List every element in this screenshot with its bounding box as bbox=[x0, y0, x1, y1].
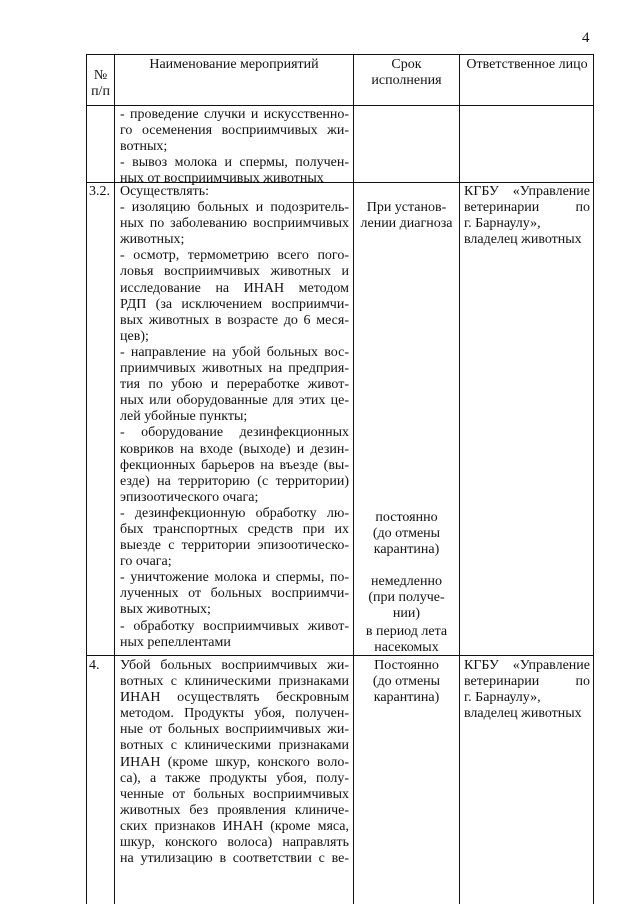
action-line: - обработку восприимчивых живот- bbox=[120, 618, 349, 634]
responsible-line: г. Барнаулу», bbox=[464, 690, 541, 706]
row-number-4: 4. bbox=[89, 658, 100, 673]
header-bottom-border bbox=[87, 105, 594, 106]
action-line: ных по заболеванию восприимчивых bbox=[120, 216, 349, 232]
header-name: Наименование мероприятий bbox=[149, 57, 319, 72]
action-line: - уничтожение молока и спермы, по- bbox=[120, 570, 349, 586]
action-line: Убой больных восприимчивых жи- bbox=[120, 658, 349, 673]
deadline-line: карантина) bbox=[373, 542, 440, 558]
action-line: ковриков на входе (выходе) и дезин- bbox=[120, 441, 349, 457]
action-line: тия по убою и переработке живот- bbox=[120, 377, 349, 393]
action-line: ных или оборудованные для этих це- bbox=[120, 393, 349, 409]
action-line: ченные от больных восприимчивых bbox=[120, 786, 349, 802]
action-line: животных без проявления клиниче- bbox=[120, 802, 349, 818]
responsible-line: КГБУ «Управление bbox=[464, 184, 590, 199]
action-line: ИНАН осуществлять бескровным bbox=[120, 690, 349, 706]
action-line: лей убойные пункты; bbox=[120, 409, 248, 425]
deadline-line: немедленно bbox=[371, 574, 442, 589]
action-line: ных от восприимчивых животных bbox=[120, 171, 324, 187]
action-line: - вывоз молока и спермы, получен- bbox=[120, 155, 349, 171]
responsible-line: владелец животных bbox=[464, 706, 582, 722]
action-line: - проведение случки и искусственно- bbox=[120, 107, 349, 122]
action-line: эпизоотического очага; bbox=[120, 489, 259, 505]
action-line: приимчивых животных на предприя- bbox=[120, 361, 349, 377]
action-line: животных; bbox=[120, 232, 185, 248]
action-line: вых животных; bbox=[120, 602, 211, 618]
row-3-2-responsible bbox=[464, 184, 590, 248]
action-line: - осмотр, термометрию всего пого- bbox=[120, 248, 349, 264]
action-line: фекционных барьеров на въезде (вы- bbox=[120, 457, 349, 473]
row-3-2-actions bbox=[120, 184, 349, 651]
deadline-line: нии) bbox=[392, 606, 421, 622]
action-line: - оборудование дезинфекционных bbox=[120, 425, 349, 441]
action-line: методом. Продукты убоя, получен- bbox=[120, 706, 349, 722]
responsible-line: ветеринарии по bbox=[464, 674, 590, 690]
measures-table bbox=[86, 54, 594, 904]
deadline-line: постоянно bbox=[375, 510, 438, 525]
deadline-line: (при получе- bbox=[368, 590, 445, 606]
responsible-line: ветеринарии по bbox=[464, 200, 590, 216]
action-line: шкур, конского волоса) направлять bbox=[120, 835, 349, 851]
responsible-line: г. Барнаулу», bbox=[464, 216, 541, 232]
header-deadline bbox=[354, 57, 459, 89]
deadline-line: При установ- bbox=[366, 200, 447, 215]
action-line: на утилизацию в соответствии с ве- bbox=[120, 851, 349, 867]
action-line: са), а также продукты убоя, полу- bbox=[120, 770, 349, 786]
header-number-line: № bbox=[93, 68, 108, 83]
deadline-line: в период лета bbox=[365, 624, 448, 639]
action-line: Осуществлять: bbox=[120, 184, 210, 199]
deadline-line: карантина) bbox=[373, 690, 440, 706]
deadline-line: лении диагноза bbox=[360, 216, 453, 232]
page-number: 4 bbox=[582, 30, 590, 46]
row-3-2-deadline-permanent bbox=[354, 510, 459, 558]
header-number bbox=[87, 68, 114, 100]
action-line: исследование на ИНАН методом bbox=[120, 280, 349, 296]
row-3-2-deadline-diagnosis bbox=[354, 200, 459, 232]
action-line: ных репеллентами bbox=[120, 634, 231, 650]
action-line: ИНАН (кроме шкур, конского воло- bbox=[120, 754, 349, 770]
action-line: выезде с территории эпизоотическо- bbox=[120, 538, 349, 554]
deadline-line: насекомых bbox=[374, 640, 439, 656]
continuation-actions bbox=[120, 107, 349, 187]
row-4-responsible bbox=[464, 658, 590, 722]
header-deadline-line: исполнения bbox=[371, 73, 442, 89]
row-3-2-deadline-immediate bbox=[354, 574, 459, 622]
action-line: - дезинфекционную обработку лю- bbox=[120, 505, 349, 521]
action-line: лученных от больных восприимчи- bbox=[120, 586, 349, 602]
action-line: вотных; bbox=[120, 139, 168, 155]
action-line: вотных с клиническими признаками bbox=[120, 738, 349, 754]
deadline-line: Постоянно bbox=[374, 658, 439, 673]
row-3-2-deadline-insects bbox=[354, 624, 459, 656]
header-number-line: п/п bbox=[91, 84, 110, 100]
action-line: го очага; bbox=[120, 554, 172, 570]
row-4-actions bbox=[120, 658, 349, 867]
action-line: цев); bbox=[120, 328, 149, 344]
responsible-line: КГБУ «Управление bbox=[464, 658, 590, 673]
deadline-line: (до отмены bbox=[372, 674, 441, 690]
header-deadline-line: Срок bbox=[391, 57, 422, 72]
action-line: езде) на территорию (с территории) bbox=[120, 473, 349, 489]
action-line: вотных с клиническими признаками bbox=[120, 674, 349, 690]
action-line: ских признаков ИНАН (кроме мяса, bbox=[120, 818, 349, 834]
deadline-line: (до отмены bbox=[372, 526, 441, 542]
action-line: ловья восприимчивых животных и bbox=[120, 264, 349, 280]
row-number-3-2: 3.2. bbox=[89, 184, 110, 199]
row-4-deadline bbox=[354, 658, 459, 706]
action-line: го осеменения восприимчивых жи- bbox=[120, 123, 349, 139]
header-responsible: Ответственное лицо bbox=[466, 57, 588, 72]
action-line: - направление на убой больных вос- bbox=[120, 344, 349, 360]
action-line: вых животных в возрасте до 6 меся- bbox=[120, 312, 349, 328]
action-line: ные от больных восприимчивых жи- bbox=[120, 722, 349, 738]
responsible-line: владелец животных bbox=[464, 232, 582, 248]
action-line: - изоляцию больных и подозритель- bbox=[120, 200, 349, 216]
row-border-4 bbox=[87, 655, 594, 656]
action-line: бых транспортных средств при их bbox=[120, 521, 349, 537]
action-line: РДП (за исключением восприимчи- bbox=[120, 296, 349, 312]
